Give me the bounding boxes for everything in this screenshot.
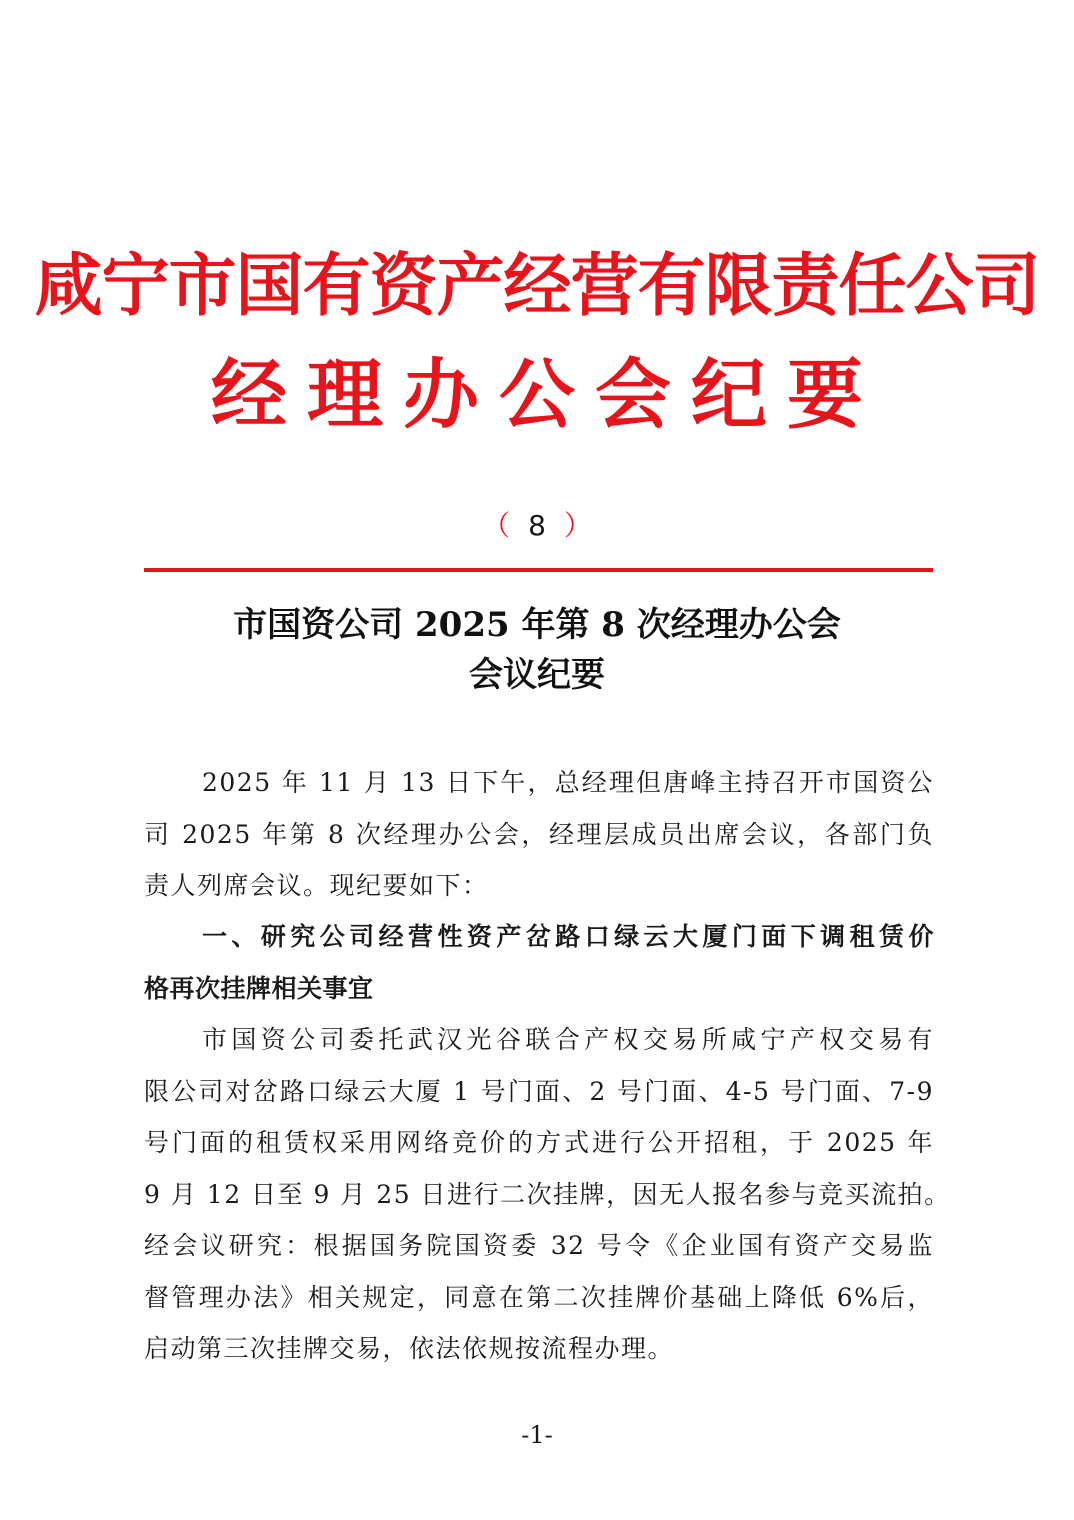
red-separator-rule [144,568,933,572]
issue-close-paren: ） [563,509,592,542]
intro-line-1: 2025 年 11 月 13 日下午，总经理但唐峰主持召开市国资公 [202,768,934,797]
section-1-paragraph [144,1014,951,1375]
section-1-heading-line-2: 格再次挂牌相关事宜 [144,973,374,1003]
organization-title: 咸宁市国有资产经营有限责任公司 [34,246,1040,326]
section-1-line-1: 市国资公司委托武汉光谷联合产权交易所咸宁产权交易有 [202,1025,934,1054]
section-1-line-2: 限公司对岔路口绿云大厦 1 号门面、2 号门面、4-5 号门面、7-9 [144,1076,934,1106]
document-type-title: 经理办公会纪要 [211,350,883,439]
page-number: -1- [521,1421,553,1449]
section-1-line-3: 号门面的租赁权采用网络竞价的方式进行公开招租，于 2025 年 [144,1128,934,1157]
section-1-heading [144,911,934,1014]
meeting-title-line-1: 市国资公司 2025 年第 8 次经理办公会 [233,605,841,645]
issue-number [0,506,1074,546]
intro-line-2: 司 2025 年第 8 次经理办公会，经理层成员出席会议，各部门负 [144,819,934,849]
meeting-title-line-2: 会议纪要 [469,655,605,695]
section-1-line-4: 9 月 12 日至 9 月 25 日进行二次挂牌，因无人报名参与竞买流拍。 [144,1179,951,1209]
section-1-line-7: 启动第三次挂牌交易，依法依规按流程办理。 [144,1334,675,1363]
issue-number-value: 8 [528,509,546,542]
intro-paragraph [144,757,934,912]
issue-open-paren: （ [482,509,511,542]
intro-line-3: 责人列席会议。现纪要如下： [144,871,489,900]
meeting-title [0,600,1074,700]
section-1-line-5: 经会议研究：根据国务院国资委 32 号令《企业国有资产交易监 [144,1231,934,1260]
section-1-heading-line-1: 一、研究公司经营性资产岔路口绿云大厦门面下调租赁价 [202,922,934,951]
section-1-line-6: 督管理办法》相关规定，同意在第二次挂牌价基础上降低 6%后， [144,1282,934,1312]
